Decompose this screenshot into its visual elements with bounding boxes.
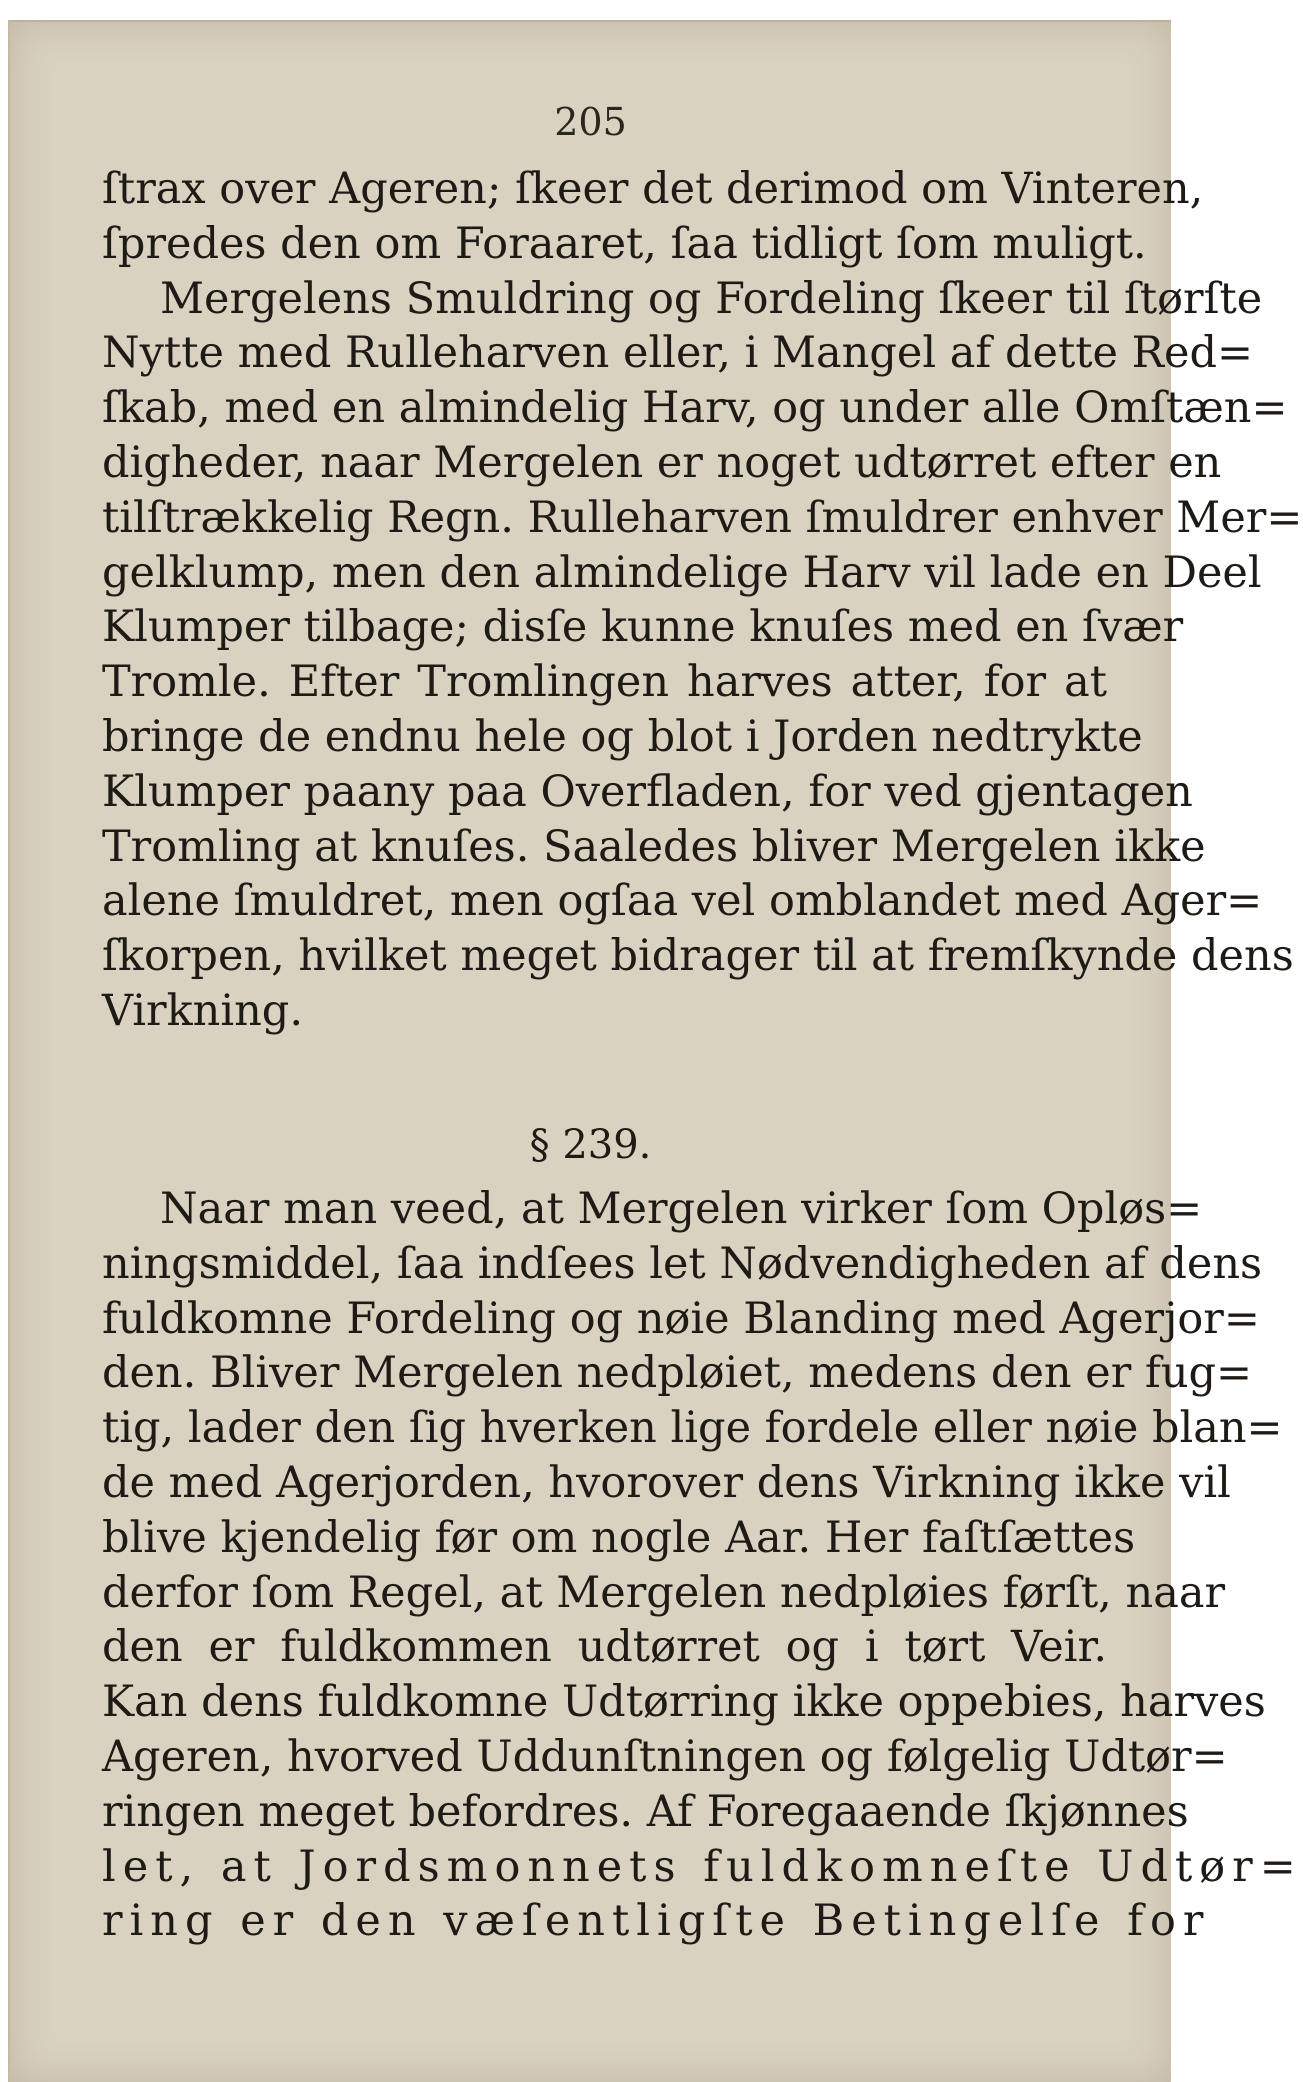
text-line: ſtrax over Ageren; ſkeer det derimod om Vinteren, (102, 164, 1204, 214)
paragraph-2 (102, 1182, 1303, 1949)
text-line: derfor ſom Regel, at Mergelen nedpløies førſt, naar (102, 1567, 1226, 1618)
text-line: alene ſmuldret, men ogſaa vel omblandet med Ager= (102, 876, 1263, 927)
text-line: ſkorpen, hvilket meget bidrager til at fremſkynde dens (102, 931, 1294, 982)
page-number: 205 (554, 100, 627, 144)
text-line: fuldkomne Fordeling og nøie Blanding med Agerjor= (102, 1293, 1260, 1344)
text-line: Tromling at knuſes. Saaledes bliver Mergelen ikke (102, 821, 1206, 872)
text-line: gelklump, men den almindelige Harv vil lade en Deel (102, 547, 1262, 598)
text-line: digheder, naar Mergelen er noget udtørret efter en (102, 437, 1222, 488)
book-page (8, 20, 1303, 2082)
text-line: ſpredes den om Foraaret, ſaa tidligt ſom muligt. (102, 218, 1147, 269)
text-line: Naar man veed, at Mergelen virker ſom Opløs= (160, 1184, 1203, 1234)
text-line: den er fuldkommen udtørret og i tørt Veir. (102, 1622, 1107, 1673)
text-line: tig, lader den ſig hverken lige fordele eller nøie blan= (102, 1403, 1283, 1454)
text-line: Tromle. Efter Tromlingen harves atter, for at (102, 657, 1107, 708)
text-line: let, at Jordsmonnets fuldkomneſte Udtør= (102, 1841, 1303, 1892)
text-line: Kan dens fuldkomne Udtørring ikke oppebies, harves (102, 1677, 1266, 1728)
text-line: Virkning. (102, 985, 303, 1036)
text-line: ringen meget befordres. Af Foregaaende ſkjønnes (102, 1786, 1189, 1837)
text-line: de med Agerjorden, hvorover dens Virkning ikke vil (102, 1457, 1231, 1508)
text-line: blive kjendelig før om nogle Aar. Her faſtſættes (102, 1512, 1136, 1563)
text-line: den. Bliver Mergelen nedpløiet, medens den er fug= (102, 1348, 1253, 1399)
text-line: bringe de endnu hele og blot i Jorden nedtrykte (102, 711, 1143, 762)
text-line: Klumper tilbage; disſe kunne knuſes med en ſvær (102, 602, 1184, 653)
text-line: Nytte med Rulleharven eller, i Mangel af dette Red= (102, 328, 1254, 379)
text-line: tilſtrækkelig Regn. Rulleharven ſmuldrer enhver Mer= (102, 492, 1303, 543)
paragraph-1 (102, 162, 1303, 1039)
section-heading: § 239. (529, 1122, 652, 1168)
text-line: ring er den væſentligſte Betingelſe for (102, 1896, 1211, 1947)
text-line: Ageren, hvorved Uddunſtningen og følgelig Udtør= (102, 1731, 1228, 1782)
text-line: Klumper paany paa Overfladen, for ved gjentagen (102, 766, 1193, 817)
text-line: Mergelens Smuldring og Fordeling ſkeer til ſtørſte (160, 273, 1263, 324)
text-line: ningsmiddel, ſaa indſees let Nødvendigheden af dens (102, 1238, 1263, 1289)
text-line: ſkab, med en almindelig Harv, og under alle Omſtæn= (102, 383, 1288, 434)
